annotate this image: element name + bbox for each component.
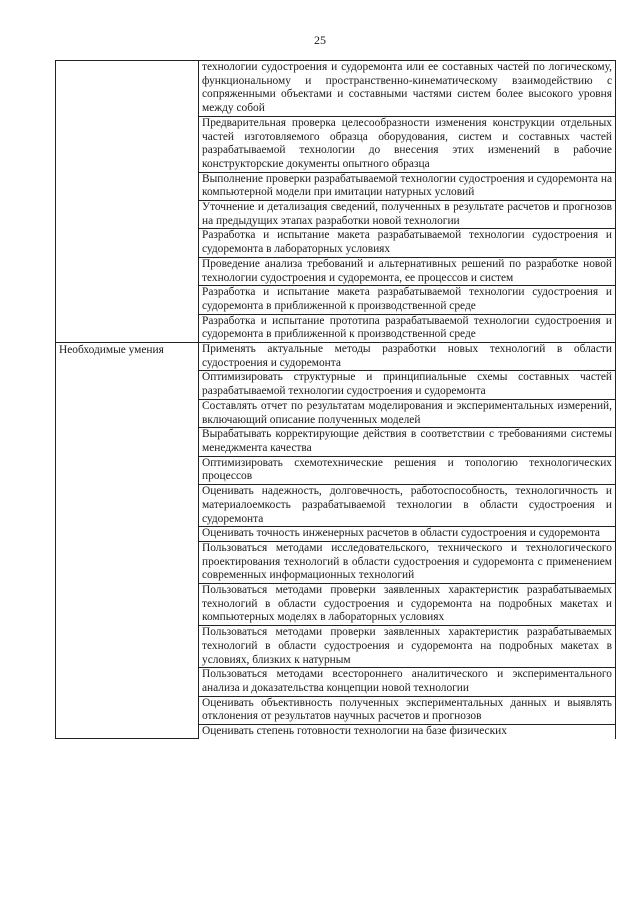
description-cell	[199, 343, 616, 371]
description-cell	[199, 626, 616, 668]
description-cell	[199, 61, 616, 117]
description-cell	[199, 696, 616, 724]
description-text: Пользоваться методами всестороннего аналитического и экспериментального анализа и доказательства концепции новой технологии	[202, 668, 612, 694]
table-row	[56, 343, 616, 371]
row-label-cell	[56, 61, 199, 343]
description-text: Вырабатывать корректирующие действия в соответствии с требованиями системы менеджмента качества	[202, 428, 612, 454]
description-cell	[199, 428, 616, 456]
description-text: Составлять отчет по результатам моделирования и экспериментальных измерений, включающий описание полученных моделей	[202, 399, 612, 426]
description-text: Выполнение проверки разрабатываемой технологии судостроения и судоремонта на компьютерной модели при имитации натурных условий	[202, 172, 612, 199]
description-text: Пользоваться методами исследовательского, технического и технологического проектирования технологий в области судостроения и судоремонта с применением современных информационных технологий	[202, 541, 612, 582]
requirements-table	[55, 60, 616, 739]
description-text: Применять актуальные методы разработки новых технологий в области судостроения и судоремонта	[202, 343, 612, 369]
description-cell	[199, 201, 616, 229]
description-cell	[199, 371, 616, 399]
description-cell	[199, 229, 616, 257]
row-label	[59, 61, 195, 62]
description-text: Оптимизировать структурные и принципиальные схемы составных частей разрабатываемой технологии судостроения и судоремонта	[202, 371, 612, 398]
description-text: Оценивать объективность полученных экспериментальных данных и выявлять отклонения от результатов научных расчетов и прогнозов	[202, 696, 612, 723]
description-text: Проведение анализа требований и альтернативных решений по разработке новой технологии судостроения и судоремонта, ее процессов и систем	[202, 257, 612, 284]
description-cell	[199, 485, 616, 527]
row-label-cell	[56, 343, 199, 739]
description-text: Уточнение и детализация сведений, полученных в результате расчетов и прогнозов на предыдущих этапах разработки новой технологии	[202, 201, 612, 227]
description-cell	[199, 286, 616, 314]
description-text: Оценивать степень готовности технологии на базе физических	[202, 725, 507, 738]
description-cell	[199, 399, 616, 427]
page-number: 25	[314, 33, 326, 47]
description-cell	[199, 116, 616, 172]
description-cell	[199, 314, 616, 342]
description-text: Разработка и испытание макета разрабатываемой технологии судостроения и судоремонта в лабораторных условиях	[202, 229, 612, 256]
description-cell	[199, 257, 616, 285]
description-text: Оценивать надежность, долговечность, работоспособность, технологичность и материалоемкость разрабатываемой технологии в области судостроения и судоремонта	[202, 485, 612, 525]
description-text: Разработка и испытание макета разрабатываемой технологии судостроения и судоремонта в приближенной к производственной среде	[202, 286, 612, 312]
description-text: Разработка и испытание прототипа разрабатываемой технологии судостроения и судоремонта в приближенной к производственной среде	[202, 314, 612, 341]
table-row	[56, 61, 616, 117]
description-text: Оптимизировать схемотехнические решения и топологию технологических процессов	[202, 456, 612, 483]
row-label: Необходимые умения	[59, 344, 164, 357]
description-text: Оценивать точность инженерных расчетов в области судостроения и судоремонта	[202, 527, 600, 540]
description-cell	[199, 456, 616, 484]
description-cell	[199, 172, 616, 200]
description-text: Пользоваться методами проверки заявленных характеристик разрабатываемых технологий в области судостроения и судоремонта на подробных макетах в условиях, близких к натурным	[202, 626, 612, 666]
description-text: Предварительная проверка целесообразности изменения конструкции отдельных частей изготовляемого образца оборудования, систем и составных частей разрабатываемой технологии до внесения этих изменений в рабочие конструкторские документы опытного образца	[202, 116, 612, 170]
description-cell	[199, 541, 616, 583]
description-cell	[199, 527, 616, 542]
description-text: технологии судостроения и судоремонта или ее составных частей по логическому, функциональному и пространственно-кинематическому взаимодействию с сопряженными объектами и составными частями систем более высокого уровня между собой	[202, 61, 612, 115]
table-body	[56, 61, 616, 739]
description-cell	[199, 725, 616, 739]
description-cell	[199, 584, 616, 626]
description-text: Пользоваться методами проверки заявленных характеристик разрабатываемых технологий в области судостроения и судоремонта на подробных макетах и компьютерных моделях в лабораторных условиях	[202, 584, 612, 624]
description-cell	[199, 668, 616, 696]
